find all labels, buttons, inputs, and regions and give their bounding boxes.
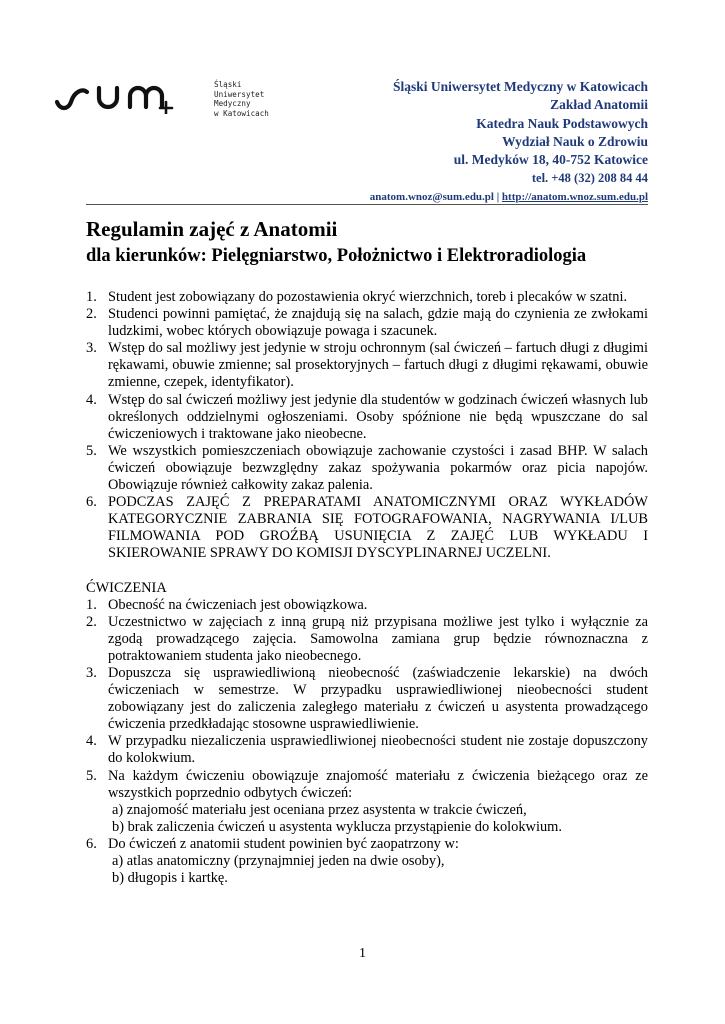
email-address: anatom.wnoz@sum.edu.pl	[369, 190, 494, 203]
item-text: Wstęp do sal możliwy jest jedynie w stroju ochronnym (sal ćwiczeń – fartuch długi z długimi rękawami, obuwie zmienne; sal prosektoryjnych – fartuch długi z długimi rękawami, obuwie zmienne, czepek, identyfikator).	[108, 340, 648, 391]
item-number: 1.	[86, 596, 97, 613]
item-text: Wstęp do sal ćwiczeń możliwy jest jedynie dla studentów w godzinach ćwiczeń własnych lub określonych oddzielnymi ogłoszeniami. Osoby spóźnione nie będą wpuszczane do sal ćwiczeniowych i traktowane jako nieobecne.	[108, 391, 648, 442]
item-number: 4.	[86, 391, 97, 408]
list-item	[86, 392, 648, 443]
item-number: 5.	[86, 442, 97, 459]
list-item	[86, 289, 648, 306]
item-text: Obecność na ćwiczeniach jest obowiązkowa.	[108, 596, 368, 613]
item-text: W przypadku niezaliczenia usprawiedliwionej nieobecności student nie zostaje dopuszczony do kolokwium.	[108, 733, 648, 767]
document-body	[86, 289, 648, 887]
item-number: 4.	[86, 733, 97, 750]
list-item	[86, 614, 648, 665]
item-text: Na każdym ćwiczeniu obowiązuje znajomość materiału z ćwiczenia bieżącego oraz ze wszystkich poprzednio odbytych ćwiczeń:	[108, 767, 648, 801]
sub-item: a) atlas anatomiczny (przynajmniej jeden na dwie osoby),	[112, 853, 445, 869]
general-rules-list	[86, 289, 648, 563]
item-text: Uczestnictwo w zajęciach z inną grupą niż przypisana możliwe jest tylko i wyłącznie za zgodą prowadzącego zajęcia. Samowolna zamiana grup będzie równoznaczna z potraktowaniem studenta jako nieobecnego.	[108, 613, 648, 664]
item-text: We wszystkich pomieszczeniach obowiązuje zachowanie czystości i zasad BHP. W salach ćwiczeń obowiązuje bezwzględny zakaz spożywania pokarmów oraz picia napojów. Obowiązuje również całkowity zakaz palenia.	[108, 442, 648, 494]
exercises-list	[86, 597, 648, 888]
sub-item: b) brak zaliczenia ćwiczeń u asystenta wyklucza przystąpienie do kolokwium.	[112, 818, 562, 835]
phone-line	[370, 169, 648, 187]
faculty-name: Wydział Nauk o Zdrowiu	[502, 133, 648, 149]
item-text: PODCZAS ZAJĘĆ Z PREPARATAMI ANATOMICZNYMI ORAZ WYKŁADÓW KATEGORYCZNIE ZABRANIA SIĘ FOTOGRAFOWANIA, NAGRYWANIA I/LUB FILMOWANIA POD GROŹBĄ USUNIĘCIA Z ZAJĘĆ LUB WYKŁADU I SKIEROWANIE SPRAWY DO KOMISJI DYSCYPLINARNEJ UCZELNI.	[108, 494, 648, 562]
item-number: 1.	[86, 289, 97, 305]
chair-name: Katedra Nauk Podstawowych	[476, 115, 648, 131]
item-number: 2.	[86, 613, 97, 630]
list-item	[86, 494, 648, 562]
logo-caption	[214, 80, 269, 118]
item-number: 2.	[86, 306, 97, 323]
logo-caption-line: Uniwersytet	[214, 89, 265, 99]
list-item	[86, 768, 648, 836]
phone-label: tel.	[531, 171, 549, 186]
item-text: Dopuszcza się usprawiedliwioną nieobecność (zaświadczenie lekarskie) na dwóch ćwiczeniach w semestrze. W przypadku usprawiedliwionej nieobecności student zobowiązany jest do zaliczenia zaległego materiału z ćwiczeń u asystenta prowadzącego ćwiczenia przedkładając stosowne usprawiedliwienie.	[108, 664, 648, 733]
header-divider	[86, 204, 648, 205]
phone-number: +48 (32) 208 84 44	[551, 171, 648, 186]
item-number: 3.	[86, 340, 97, 357]
list-item	[86, 733, 648, 767]
list-item	[86, 836, 648, 887]
list-item	[86, 443, 648, 494]
logo-caption-line: Śląski	[214, 80, 242, 89]
logo-caption-line: Medyczny	[214, 99, 251, 109]
document-subtitle: dla kierunków: Pielęgniarstwo, Położnictwo i Elektroradiologia	[86, 246, 587, 266]
sub-item: b) długopis i kartkę.	[112, 870, 228, 887]
item-number: 3.	[86, 664, 97, 681]
contact-separator: |	[493, 190, 502, 203]
institution-header	[370, 78, 648, 206]
sum-logo-mark-icon	[54, 80, 204, 114]
item-text: Studenci powinni pamiętać, że znajdują się na salach, gdzie mają do czynienia ze zwłokami ludzkimi, wobec których obowiązuje powaga i szacunek.	[108, 306, 648, 340]
department-name: Zakład Anatomii	[550, 97, 648, 113]
list-item	[86, 597, 648, 614]
list-item	[86, 340, 648, 391]
page-number: 1	[359, 946, 366, 961]
sub-item: a) znajomość materiału jest oceniana przez asystenta w trakcie ćwiczeń,	[112, 801, 527, 818]
list-item	[86, 306, 648, 340]
item-number: 6.	[86, 494, 97, 511]
university-name: Śląski Uniwersytet Medyczny w Katowicach	[393, 79, 648, 94]
address: ul. Medyków 18, 40-752 Katowice	[453, 152, 648, 168]
exercises-heading: ĆWICZENIA	[86, 579, 167, 596]
logo-caption-line: w Katowicach	[214, 108, 269, 118]
item-text: Student jest zobowiązany do pozostawienia okryć wierzchnich, toreb i plecaków w szatni.	[108, 289, 628, 305]
sum-logo	[54, 78, 294, 128]
list-item	[86, 665, 648, 733]
item-number: 6.	[86, 835, 97, 852]
item-number: 5.	[86, 767, 97, 784]
document-title: Regulamin zajęć z Anatomii	[86, 217, 338, 241]
website-link[interactable]: http://anatom.wnoz.sum.edu.pl	[501, 190, 648, 203]
item-text: Do ćwiczeń z anatomii student powinien być zaopatrzony w:	[108, 835, 459, 852]
